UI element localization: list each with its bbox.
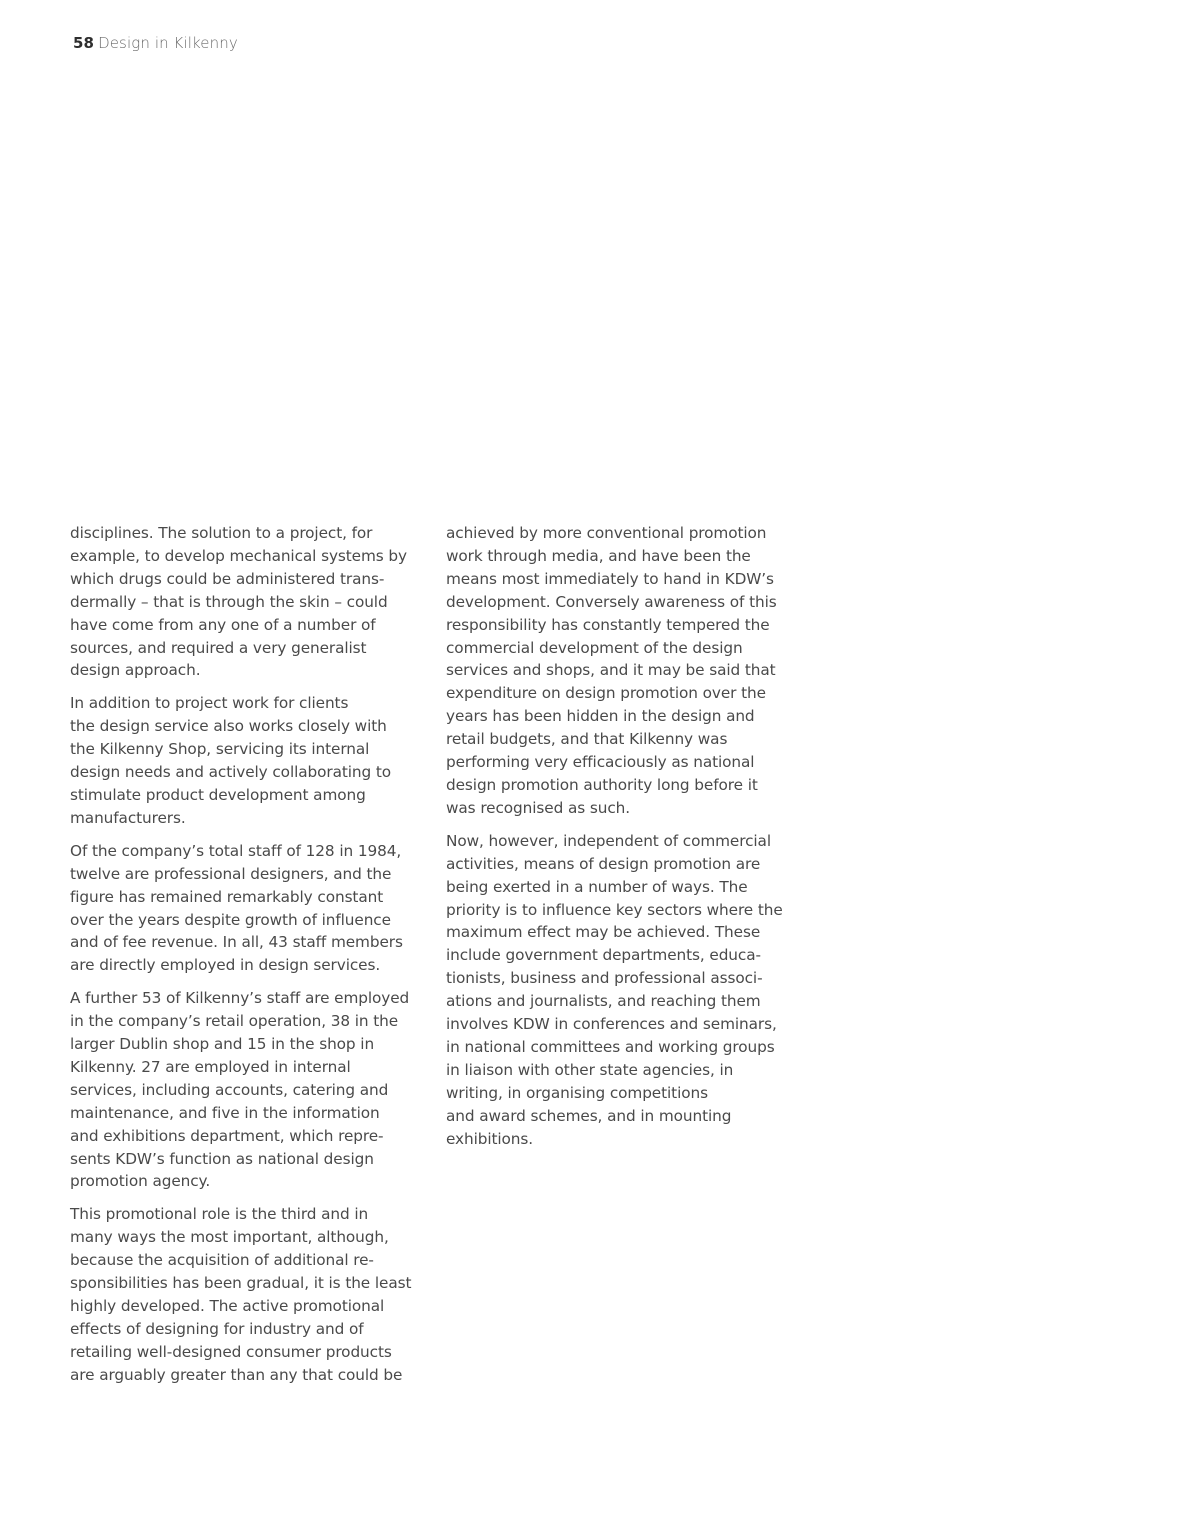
- text-line: the design service also works closely with: [70, 717, 387, 736]
- text-line: dermally – that is through the skin – could: [70, 592, 388, 611]
- text-line: work through media, and have been the: [446, 546, 751, 565]
- text-line: stimulate product development among: [70, 785, 366, 804]
- text-line: involves KDW in conferences and seminars,: [446, 1015, 777, 1034]
- body-paragraph: [70, 840, 430, 977]
- text-line: Kilkenny. 27 are employed in internal: [70, 1057, 351, 1076]
- text-line: which drugs could be administered trans-: [70, 569, 385, 588]
- text-line: Now, however, independent of commercial: [446, 831, 771, 850]
- text-line: the Kilkenny Shop, servicing its internal: [70, 740, 370, 759]
- text-line: in the company’s retail operation, 38 in the: [70, 1012, 399, 1031]
- text-line: services and shops, and it may be said that: [446, 661, 776, 680]
- text-line: achieved by more conventional promotion: [446, 524, 767, 542]
- text-line: This promotional role is the third and in: [70, 1205, 369, 1224]
- text-line: have come from any one of a number of: [70, 615, 376, 634]
- text-line: tionists, business and professional associ-: [446, 969, 763, 988]
- text-line: in liaison with other state agencies, in: [446, 1060, 734, 1079]
- body-paragraph: [446, 522, 806, 820]
- text-line: many ways the most important, although,: [70, 1228, 389, 1247]
- text-line: A further 53 of Kilkenny’s staff are employed: [70, 989, 410, 1008]
- text-line: priority is to influence key sectors where the: [446, 900, 783, 919]
- text-line: sources, and required a very generalist: [70, 638, 367, 657]
- text-line: manufacturers.: [70, 808, 186, 827]
- right-column: [446, 522, 806, 1160]
- text-line: being exerted in a number of ways. The: [446, 877, 748, 896]
- text-line: larger Dublin shop and 15 in the shop in: [70, 1035, 375, 1054]
- text-line: because the acquisition of additional re-: [70, 1251, 374, 1270]
- text-line: twelve are professional designers, and the: [70, 864, 392, 883]
- text-line: services, including accounts, catering and: [70, 1080, 389, 1099]
- text-line: promotion agency.: [70, 1172, 211, 1191]
- text-line: maximum effect may be achieved. These: [446, 923, 761, 942]
- text-line: years has been hidden in the design and: [446, 707, 755, 726]
- text-line: responsibility has constantly tempered the: [446, 615, 770, 634]
- text-line: activities, means of design promotion are: [446, 854, 761, 873]
- text-line: Of the company’s total staff of 128 in 1984,: [70, 841, 402, 860]
- text-line: over the years despite growth of influence: [70, 910, 391, 929]
- text-line: commercial development of the design: [446, 638, 743, 657]
- text-line: example, to develop mechanical systems by: [70, 546, 407, 565]
- text-line: effects of designing for industry and of: [70, 1319, 364, 1338]
- text-line: figure has remained remarkably constant: [70, 887, 384, 906]
- body-paragraph: [70, 1203, 430, 1386]
- left-column: [70, 522, 430, 1397]
- text-line: are directly employed in design services.: [70, 956, 381, 975]
- body-paragraph: [70, 522, 430, 682]
- text-line: development. Conversely awareness of this: [446, 592, 777, 611]
- text-line: exhibitions.: [446, 1129, 534, 1148]
- text-line: and award schemes, and in mounting: [446, 1106, 732, 1125]
- text-line: performing very efficaciously as national: [446, 753, 755, 772]
- text-line: disciplines. The solution to a project, for: [70, 524, 373, 542]
- body-paragraph: [70, 692, 430, 829]
- text-line: expenditure on design promotion over the: [446, 684, 766, 703]
- text-line: sents KDW’s function as national design: [70, 1149, 374, 1168]
- text-line: and exhibitions department, which repre-: [70, 1126, 384, 1145]
- text-line: design promotion authority long before it: [446, 775, 758, 794]
- text-line: sponsibilities has been gradual, it is the least: [70, 1274, 412, 1293]
- text-line: in national committees and working groups: [446, 1037, 775, 1056]
- text-line: means most immediately to hand in KDW’s: [446, 569, 774, 588]
- text-line: include government departments, educa-: [446, 946, 761, 965]
- text-line: writing, in organising competitions: [446, 1083, 708, 1102]
- running-head: [73, 34, 238, 52]
- body-paragraph: [446, 830, 806, 1151]
- text-line: maintenance, and five in the information: [70, 1103, 380, 1122]
- text-line: In addition to project work for clients: [70, 694, 349, 713]
- text-line: retail budgets, and that Kilkenny was: [446, 730, 728, 749]
- text-line: are arguably greater than any that could be: [70, 1365, 403, 1384]
- text-line: and of fee revenue. In all, 43 staff members: [70, 933, 403, 952]
- text-line: was recognised as such.: [446, 798, 630, 817]
- text-line: design needs and actively collaborating to: [70, 763, 392, 782]
- body-paragraph: [70, 987, 430, 1193]
- text-line: ations and journalists, and reaching them: [446, 992, 761, 1011]
- text-line: retailing well-designed consumer products: [70, 1342, 392, 1361]
- section-title: Design in Kilkenny: [98, 34, 238, 52]
- page-number: 58: [73, 34, 95, 52]
- text-line: highly developed. The active promotional: [70, 1297, 385, 1315]
- text-line: design approach.: [70, 661, 201, 680]
